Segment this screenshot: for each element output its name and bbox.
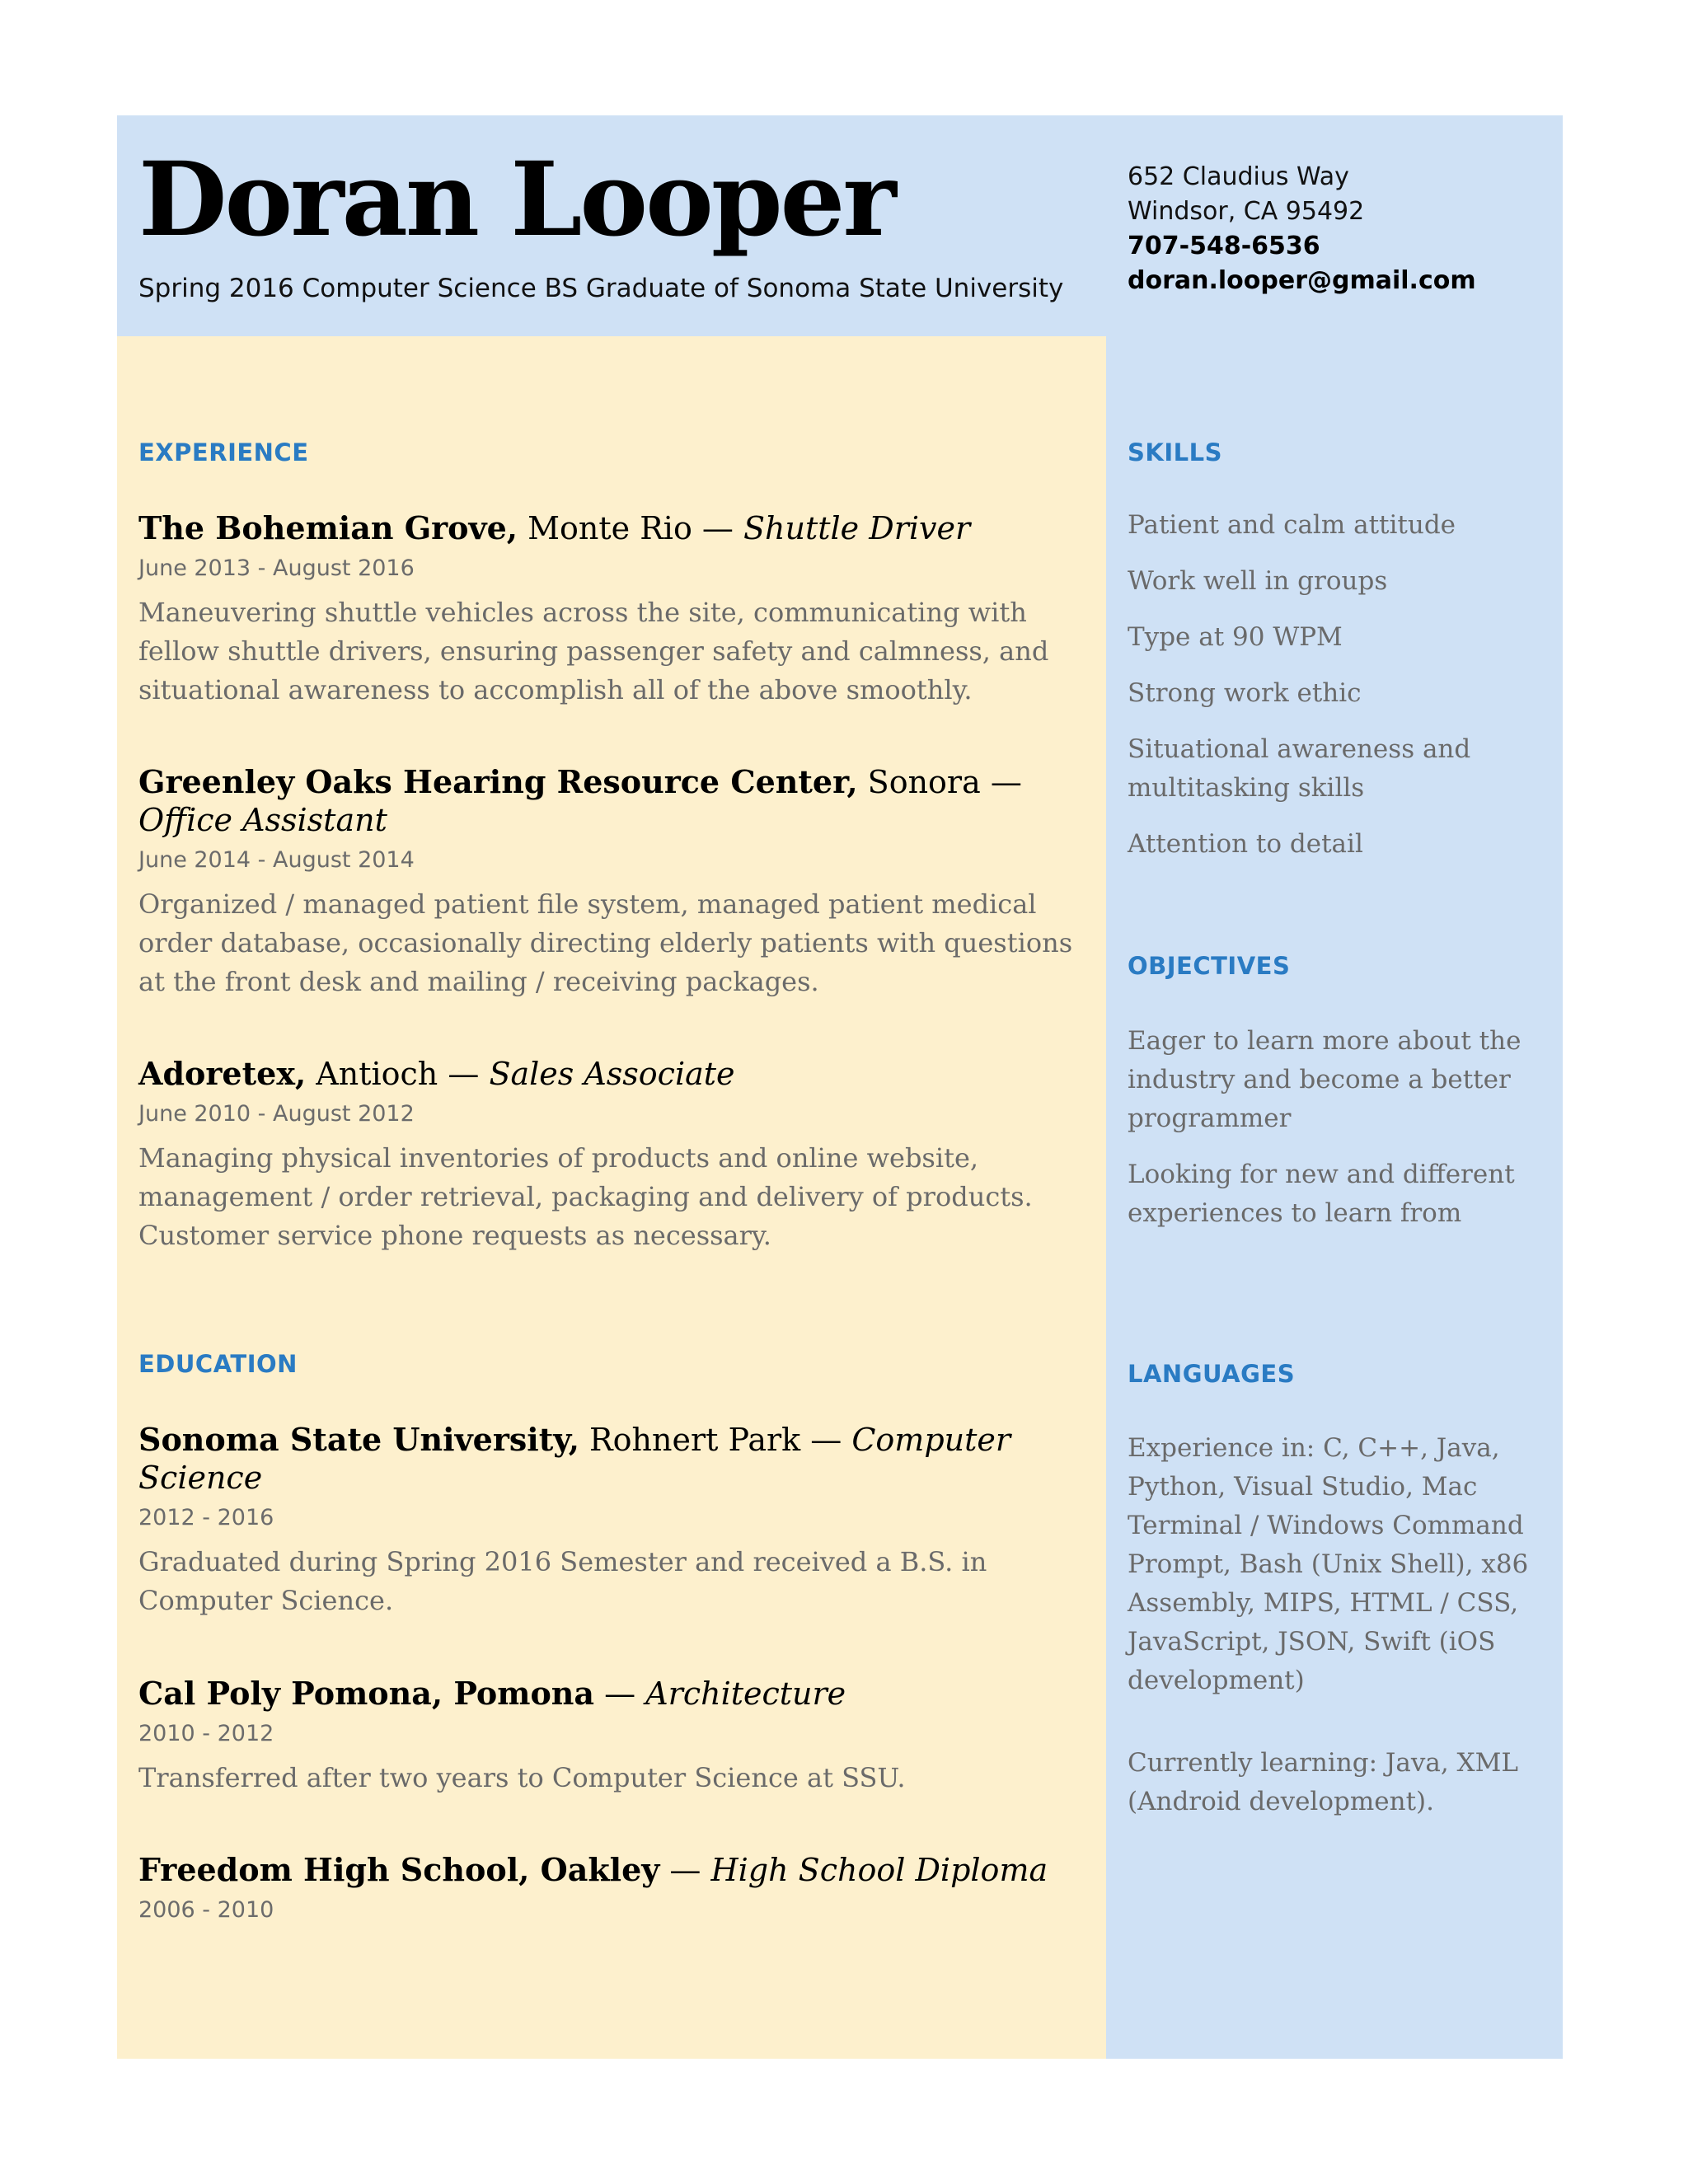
candidate-name: Doran Looper <box>138 140 894 260</box>
experience-entry <box>138 509 1086 710</box>
entry-location: Monte Rio — <box>518 510 743 546</box>
tagline: Spring 2016 Computer Science BS Graduate of Sonoma State University <box>138 274 1064 303</box>
education-heading: EDUCATION <box>138 1350 298 1378</box>
entry-description: Transferred after two years to Computer Science at SSU. <box>138 1762 906 1793</box>
entry-dates: June 2014 - August 2014 <box>138 847 415 873</box>
entry-location: Antioch — <box>306 1056 490 1092</box>
objectives-heading: OBJECTIVES <box>1128 952 1291 980</box>
entry-org: Greenley Oaks Hearing Resource Center, <box>138 763 858 800</box>
entry-location: Sonora — <box>857 764 1022 800</box>
experience-heading: EXPERIENCE <box>138 438 309 466</box>
entry-org: Cal Poly Pomona, Pomona <box>138 1675 595 1712</box>
entry-role: High School Diploma <box>710 1852 1048 1888</box>
entry-role: Shuttle Driver <box>743 510 971 546</box>
skill-item: Strong work ethic <box>1128 678 1362 708</box>
entry-dates: June 2010 - August 2012 <box>138 1101 415 1127</box>
skill-item: Patient and calm attitude <box>1128 510 1456 540</box>
resume-page <box>117 115 1563 2059</box>
entry-role: Architecture <box>645 1675 846 1712</box>
entry-org: Sonoma State University, <box>138 1421 579 1458</box>
entry-org: Adoretex, <box>138 1055 307 1092</box>
entry-description: Graduated during Spring 2016 Semester and received a B.S. in Computer Science. <box>138 1546 987 1616</box>
entry-title <box>138 509 1086 547</box>
languages-block <box>1128 1429 1540 1821</box>
education-entry <box>138 1675 1086 1797</box>
skill-item: Work well in groups <box>1128 566 1388 596</box>
languages-experience: Experience in: C, C++, Java, Python, Visual Studio, Mac Terminal / Windows Command Prompt, Bash (Unix Shell), x86 Assembly, MIPS, HTML / CSS, JavaScript, JSON, Swift (iOS development) <box>1128 1433 1529 1695</box>
entry-title <box>138 1055 1086 1093</box>
entry-role: Computer Science <box>138 1422 1011 1496</box>
education-entry <box>138 1421 1086 1620</box>
contact-info <box>1128 160 1476 298</box>
languages-learning: Currently learning: Java, XML (Android development). <box>1128 1748 1518 1816</box>
entry-location: Rohnert Park — <box>579 1422 852 1458</box>
skills-list <box>1128 506 1540 864</box>
address-line-1: 652 Claudius Way <box>1128 162 1349 191</box>
entry-role: Sales Associate <box>489 1056 735 1092</box>
entry-location: — <box>594 1675 646 1712</box>
objectives-list <box>1128 1022 1540 1233</box>
entry-title <box>138 1675 1086 1713</box>
objective-item: Eager to learn more about the industry and become a better programmer <box>1128 1026 1522 1133</box>
entry-location: — <box>659 1852 711 1888</box>
entry-role: Office Assistant <box>138 802 387 838</box>
entry-title <box>138 763 1086 839</box>
entry-description: Managing physical inventories of products and online website, management / order retrieval, packaging and delivery of products. Customer service phone requests as necessary. <box>138 1142 1033 1251</box>
entry-org: Freedom High School, Oakley <box>138 1851 660 1888</box>
skill-item: Situational awareness and multitasking skills <box>1128 734 1471 803</box>
entry-dates: 2012 - 2016 <box>138 1505 274 1530</box>
experience-entry <box>138 1055 1086 1255</box>
skill-item: Type at 90 WPM <box>1128 622 1343 652</box>
entry-dates: June 2013 - August 2016 <box>138 555 415 581</box>
entry-org: The Bohemian Grove, <box>138 509 518 546</box>
skill-item: Attention to detail <box>1128 829 1363 859</box>
entry-description: Organized / managed patient file system, managed patient medical order database, occasionally directing elderly patients with questions at the front desk and mailing / receiving packages. <box>138 888 1073 997</box>
languages-heading: LANGUAGES <box>1128 1360 1296 1388</box>
address-line-2: Windsor, CA 95492 <box>1128 197 1365 226</box>
objective-item: Looking for new and different experiences to learn from <box>1128 1160 1515 1228</box>
entry-dates: 2006 - 2010 <box>138 1897 274 1923</box>
email-address: doran.looper@gmail.com <box>1128 266 1476 295</box>
phone-number: 707-548-6536 <box>1128 232 1320 260</box>
entry-description: Maneuvering shuttle vehicles across the site, communicating with fellow shuttle drivers, ensuring passenger safety and calmness, and situational awareness to accomplish all of the above smoothly. <box>138 597 1049 705</box>
skills-heading: SKILLS <box>1128 438 1222 466</box>
entry-dates: 2010 - 2012 <box>138 1721 274 1746</box>
entry-title <box>138 1851 1086 1889</box>
entry-title <box>138 1421 1086 1497</box>
experience-entry <box>138 763 1086 1001</box>
education-entry <box>138 1851 1086 1925</box>
